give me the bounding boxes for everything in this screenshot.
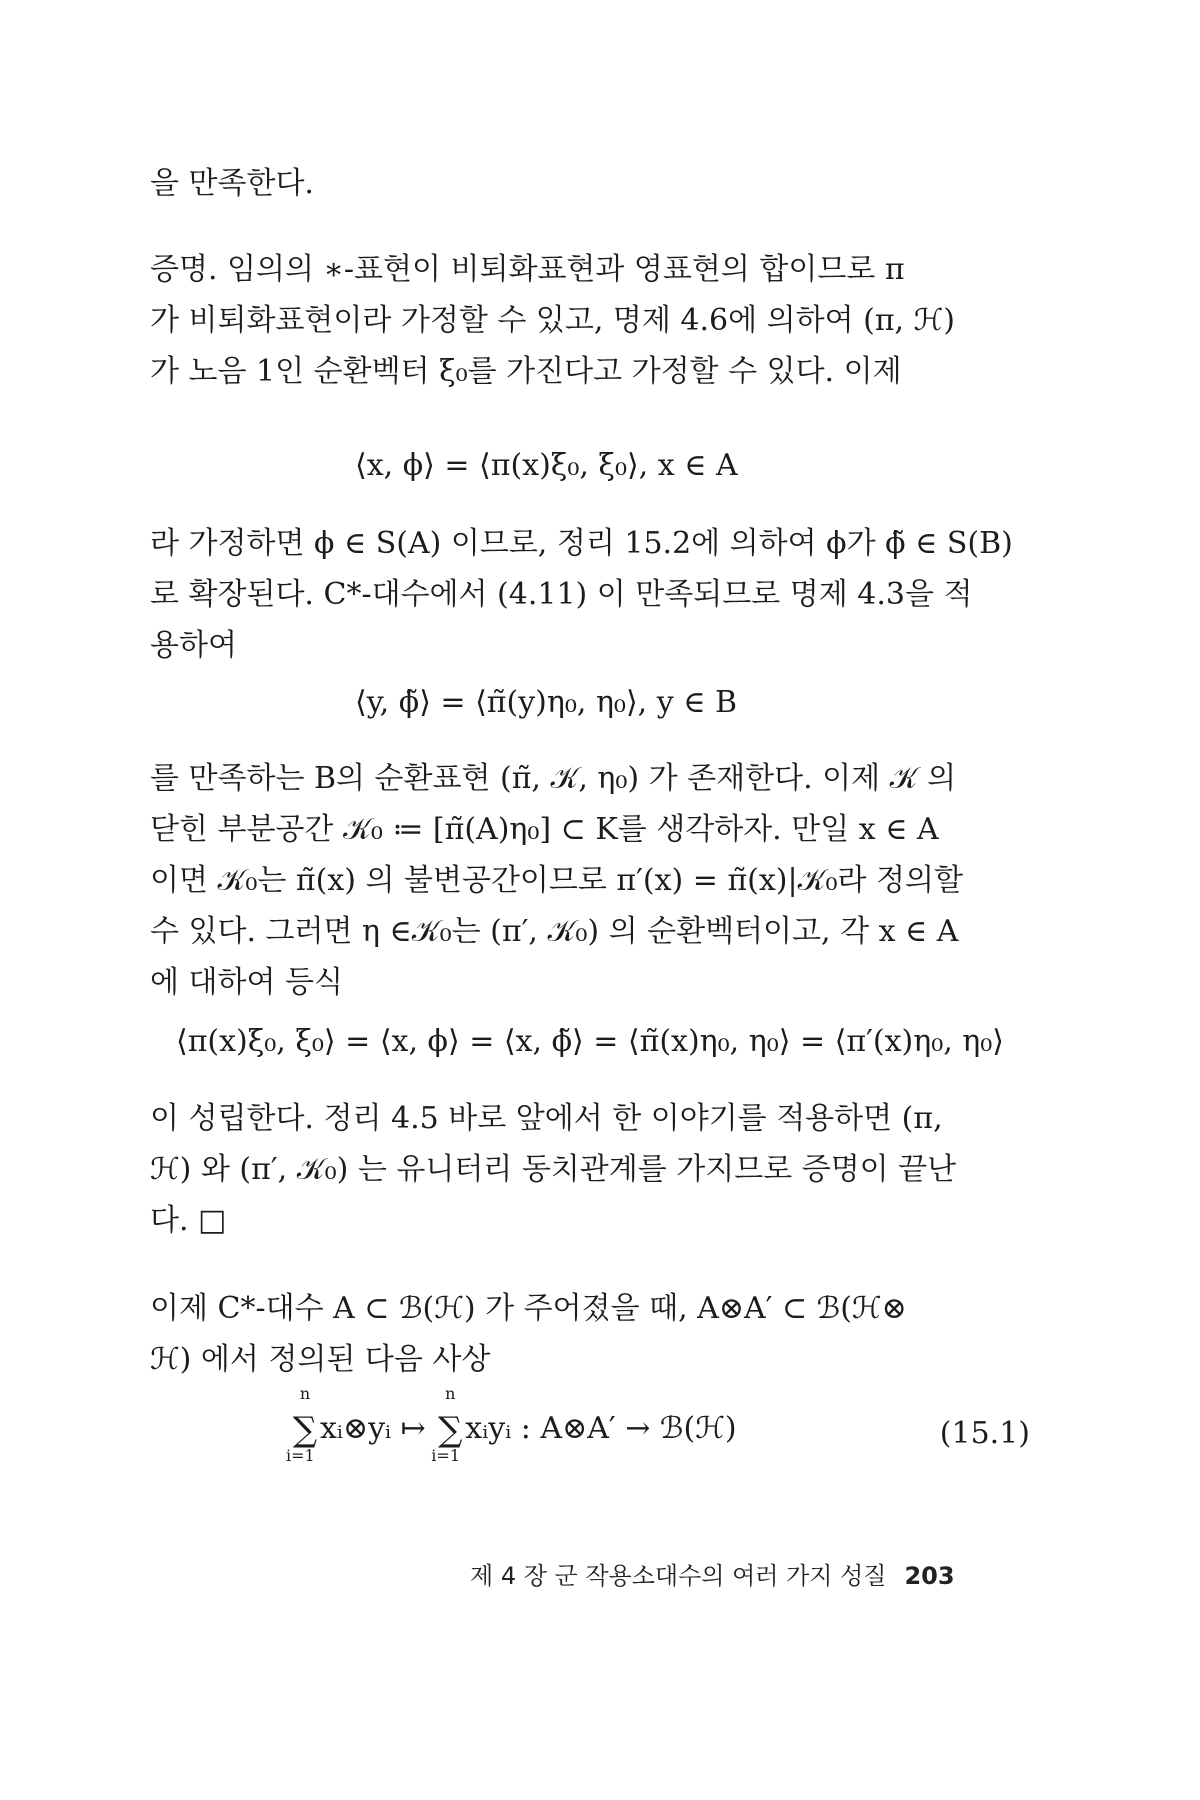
- text-line: 이면 𝒦₀는 π̃(x) 의 불변공간이므로 π′(x) = π̃(x)|𝒦₀라 정의할: [150, 863, 963, 898]
- text-line: 가 노음 1인 순환벡터 ξ₀를 가진다고 가정할 수 있다. 이제: [150, 354, 902, 389]
- equation-identity-chain: ⟨π(x)ξ₀, ξ₀⟩ = ⟨x, ϕ⟩ = ⟨x, ϕ̃⟩ = ⟨π̃(x)η₀, η₀⟩ = ⟨π′(x)η₀, η₀⟩: [175, 1024, 1005, 1059]
- paragraph-tensor-map: [150, 1283, 1030, 1385]
- text-line: 를 만족하는 B의 순환표현 (π̃, 𝒦, η₀) 가 존재한다. 이제 𝒦 의: [150, 761, 957, 796]
- page-number: 203: [904, 1562, 955, 1590]
- text-line: 용하여: [150, 628, 237, 663]
- paragraph-proof-end: [150, 1093, 1030, 1246]
- text-line: 수 있다. 그러면 η ∈𝒦₀는 (π′, 𝒦₀) 의 순환벡터이고, 각 x ∈ A: [150, 914, 959, 949]
- text-line: 라 가정하면 ϕ ∈ S(A) 이므로, 정리 15.2에 의하여 ϕ가 ϕ̃ ∈ S(B): [150, 526, 1013, 561]
- paragraph-extension: [150, 518, 1030, 671]
- text-line: 증명. 임의의 ∗-표현이 비퇴화표현과 영표현의 합이므로 π: [150, 252, 905, 287]
- equation-tensor-map: [286, 1384, 737, 1465]
- text-line: 가 비퇴화표현이라 가정할 수 있고, 명제 4.6에 의하여 (π, ℋ): [150, 303, 955, 338]
- text-line: ℋ) 에서 정의된 다음 사상: [150, 1342, 491, 1377]
- equation-state: ⟨x, ϕ⟩ = ⟨π(x)ξ₀, ξ₀⟩, x ∈ A: [355, 448, 738, 483]
- equation-number: (15.1): [939, 1416, 1030, 1451]
- text-line: 닫힌 부분공간 𝒦₀ ≔ [π̃(A)η₀] ⊂ K를 생각하자. 만일 x ∈ A: [150, 812, 939, 847]
- running-head: 제 4 장 군 작용소대수의 여러 가지 성질: [470, 1562, 887, 1590]
- summation-symbol: n ∑ i=1: [431, 1384, 463, 1465]
- paragraph-intro: [150, 158, 1030, 209]
- page-footer: [470, 1556, 955, 1591]
- sum-term: xᵢ⊗yᵢ ↦: [320, 1411, 436, 1446]
- paragraph-proof-start: [150, 244, 1030, 397]
- text-line: 에 대하여 등식: [150, 965, 343, 1000]
- text-line: 이 성립한다. 정리 4.5 바로 앞에서 한 이야기를 적용하면 (π,: [150, 1101, 943, 1136]
- paragraph-cyclic-representation: [150, 753, 1030, 1008]
- text-line: 을 만족한다.: [150, 166, 314, 201]
- text-line: 다. □: [150, 1203, 227, 1238]
- text-line: 이제 C*-대수 A ⊂ ℬ(ℋ) 가 주어졌을 때, A⊗A′ ⊂ ℬ(ℋ⊗: [150, 1291, 907, 1326]
- equation-extended-state: ⟨y, ϕ̃⟩ = ⟨π̃(y)η₀, η₀⟩, y ∈ B: [355, 685, 738, 720]
- text-line: ℋ) 와 (π′, 𝒦₀) 는 유니터리 동치관계를 가지므로 증명이 끝난: [150, 1152, 957, 1187]
- summation-symbol: n ∑ i=1: [286, 1384, 318, 1465]
- text-line: 로 확장된다. C*-대수에서 (4.11) 이 만족되므로 명제 4.3을 적: [150, 577, 973, 612]
- sum-term: xᵢyᵢ : A⊗A′ → ℬ(ℋ): [465, 1411, 737, 1446]
